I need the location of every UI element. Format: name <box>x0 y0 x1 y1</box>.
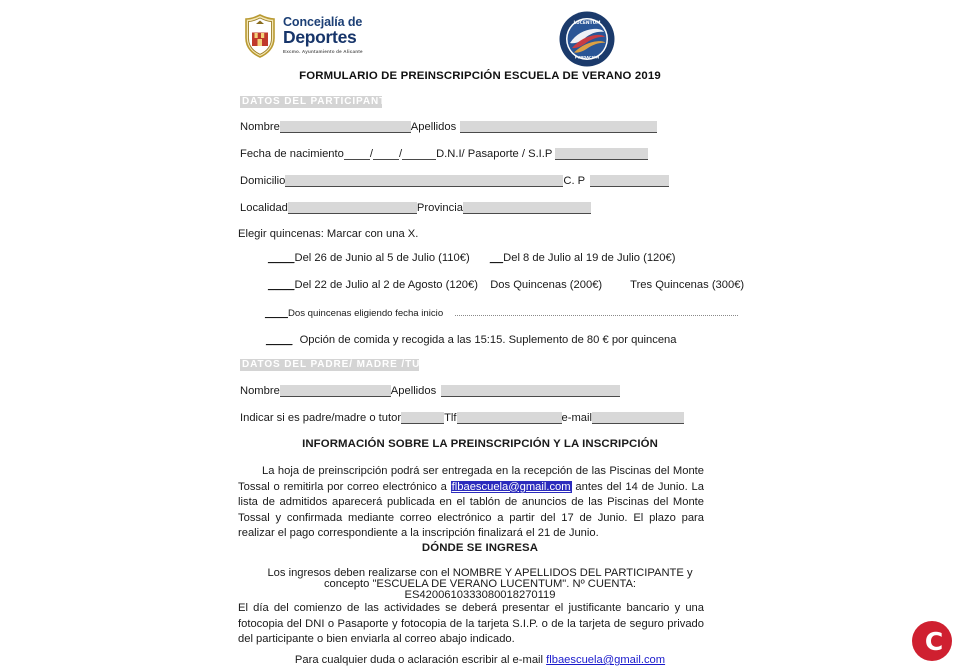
quincena-label-3: Del 22 de Julio al 2 de Agosto (120€) <box>294 279 478 291</box>
section-header-guardian: DATOS DEL PADRE/ MADRE /TUTOR <box>242 359 444 370</box>
field-localidad[interactable] <box>288 202 417 214</box>
fecha-separator-1: / <box>369 148 373 160</box>
footer-contact-prefix: Para cualquier duda o aclaración escribir al e-mail <box>294 654 547 666</box>
quincena-label-1: Del 26 de Junio al 5 de Julio (110€) <box>294 252 470 264</box>
quincena-option-row-4 <box>266 334 677 346</box>
info-paragraph-part2: antes del 14 de Junio. La lista de admitidos aparecerá publicada en el tablón de anuncios de las Piscinas del Monte Tossal y confirmada mediante correo electrónico a partir del 17 de Junio. El plazo para realizar el pago correspondiente a la inscripción finalizará el 21 de Junio. <box>238 480 704 539</box>
quincena-date-dotted-line[interactable] <box>455 307 738 316</box>
row-rol-tlf-email <box>240 412 684 424</box>
alicante-coat-of-arms-icon <box>243 14 277 58</box>
corner-badge-glyph: C <box>924 626 942 656</box>
payment-note: El día del comienzo de las actividades se deberá presentar el justificante bancario y una fotocopia del DNI o Pasaporte y fotocopia de la tarjeta S.I.P. o de la tarjeta de seguro privado del participante o bien enviarla al correo abajo indicado. <box>238 602 704 645</box>
label-provincia: Provincia <box>416 202 463 214</box>
field-cp[interactable] <box>590 175 669 187</box>
field-fecha-anio[interactable] <box>402 148 436 160</box>
quincena-mark-7[interactable]: ____ <box>266 334 293 346</box>
row-nombre-participante <box>240 121 657 133</box>
quincena-mark-1[interactable]: ____ <box>268 252 295 264</box>
label-nombre-tutor: Nombre <box>240 385 280 397</box>
field-fecha-dia[interactable] <box>344 148 370 160</box>
corner-brand-badge-icon[interactable] <box>912 621 952 661</box>
quincena-mark-6[interactable]: ____ <box>265 308 288 319</box>
concejalia-logo-text <box>283 16 363 57</box>
payment-iban: ES4200610333080018270119 <box>404 589 556 601</box>
logo-line-ayuntamiento: Excmo. Ayuntamiento de Alicante <box>283 48 363 54</box>
svg-text:FUNDACIÓN: FUNDACIÓN <box>574 55 600 60</box>
label-dni: D.N.I/ Pasaporte / S.I.P <box>436 148 553 160</box>
label-email-tutor: e-mail <box>561 412 592 424</box>
header-logos <box>0 6 960 68</box>
row-fecha-dni <box>240 148 648 160</box>
payment-heading: DÓNDE SE INGRESA <box>421 542 539 554</box>
svg-text:LUCENTUM: LUCENTUM <box>573 21 601 26</box>
label-domicilio: Domicilio <box>240 175 286 187</box>
field-telefono[interactable] <box>457 412 562 424</box>
info-paragraph <box>238 464 704 542</box>
footer-email-link[interactable]: flbaescuela@gmail.com <box>546 654 666 666</box>
quincena-label-6: Dos quincenas eligiendo fecha inicio <box>287 308 444 319</box>
info-paragraph-part1: La hoja de preinscripción podrá ser entregada en la recepción de las Piscinas del Monte Tossal o remitirla por correo electrónico a <box>238 465 704 493</box>
field-fecha-mes[interactable] <box>373 148 399 160</box>
info-heading: INFORMACIÓN SOBRE LA PREINSCRIPCIÓN Y LA INSCRIPCIÓN <box>302 438 658 450</box>
quincena-label-4: Dos Quincenas (200€) <box>490 279 603 291</box>
row-domicilio-cp <box>240 175 669 187</box>
logo-line-concejalia: Concejalía de <box>283 14 363 29</box>
field-provincia[interactable] <box>463 202 591 214</box>
label-cp: C. P <box>563 175 586 187</box>
quincena-label-7: Opción de comida y recogida a las 15:15. Suplemento de 80 € por quincena <box>299 334 677 346</box>
quincena-option-row-3 <box>265 307 738 319</box>
label-nombre: Nombre <box>240 121 280 133</box>
payment-instruction-line2: concepto "ESCUELA DE VERANO LUCENTUM". Nº CUENTA: <box>323 578 637 590</box>
label-rol-tutor: Indicar si es padre/madre o tutor <box>240 412 402 424</box>
fecha-separator-2: / <box>398 148 403 160</box>
label-localidad: Localidad <box>240 202 288 214</box>
field-rol-tutor[interactable] <box>401 412 444 424</box>
label-apellidos: Apellidos <box>410 121 457 133</box>
quincena-label-2: Del 8 de Julio al 19 de Julio (120€) <box>503 252 676 264</box>
quincena-option-row-2 <box>268 279 744 291</box>
label-apellidos-tutor: Apellidos <box>390 385 437 397</box>
fundacion-lucentum-logo-icon <box>558 10 616 68</box>
label-telefono: Tlf <box>444 412 457 424</box>
page-title: FORMULARIO DE PREINSCRIPCIÓN ESCUELA DE VERANO 2019 <box>299 70 661 82</box>
quincena-mark-2[interactable]: __ <box>489 252 504 264</box>
concejalia-deportes-logo <box>243 14 363 58</box>
payment-instruction-line1: Los ingresos deben realizarse con el NOMBRE Y APELLIDOS DEL PARTICIPANTE y <box>267 567 693 579</box>
field-apellidos-tutor[interactable] <box>441 385 620 397</box>
quincena-mark-3[interactable]: ____ <box>268 279 295 291</box>
quincena-option-row-1 <box>268 252 675 264</box>
quincena-label-5: Tres Quincenas (300€) <box>630 279 745 291</box>
row-localidad-provincia <box>240 202 591 214</box>
field-email-tutor[interactable] <box>592 412 684 424</box>
row-nombre-tutor <box>240 385 620 397</box>
field-domicilio[interactable] <box>285 175 563 187</box>
field-nombre-tutor[interactable] <box>280 385 391 397</box>
label-fecha-nacimiento: Fecha de nacimiento <box>240 148 344 160</box>
field-dni[interactable] <box>555 148 648 160</box>
field-apellidos-participante[interactable] <box>460 121 657 133</box>
footer-contact <box>0 653 960 669</box>
field-nombre-participante[interactable] <box>280 121 411 133</box>
info-email-link[interactable]: flbaescuela@gmail.com <box>451 480 571 493</box>
section-header-participant: DATOS DEL PARTICIPANTE <box>242 96 394 107</box>
quincenas-instruction: Elegir quincenas: Marcar con una X. <box>238 228 419 240</box>
logo-line-deportes: Deportes <box>283 27 357 48</box>
